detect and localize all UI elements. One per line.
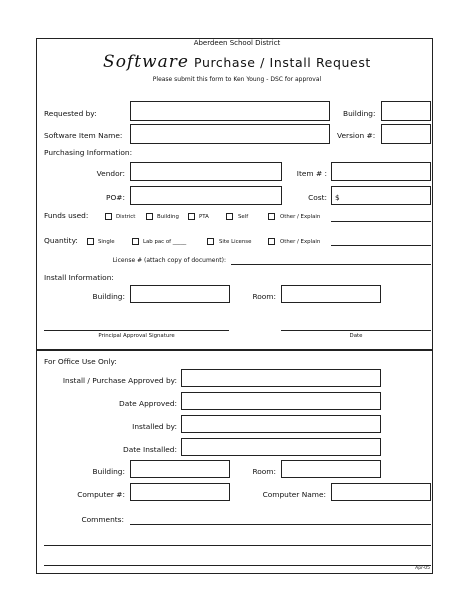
quantity-site-license-label: Site License [219, 239, 252, 245]
office-building-label: Building: [92, 467, 125, 476]
instruction-text: Please submit this form to Ken Young - DSC for approval [152, 76, 322, 83]
license-line[interactable] [231, 264, 431, 265]
funds-self-label: Self [238, 214, 249, 220]
requested-by-label: Requested by: [44, 109, 97, 118]
software-item-name-field[interactable] [130, 124, 330, 144]
funds-other-label: Other / Explain [280, 214, 321, 220]
install-building-field[interactable] [130, 285, 230, 303]
po-no-field[interactable] [130, 186, 282, 205]
computer-no-field[interactable] [130, 483, 230, 501]
funds-district-label: District [116, 214, 136, 220]
po-no-label: PO#: [106, 193, 125, 202]
revision-date: Apr-05 [415, 566, 430, 571]
purchasing-information-heading: Purchasing Information: [44, 148, 133, 157]
approved-by-field[interactable] [181, 369, 381, 387]
principal-signature-caption: Principal Approval Signature [98, 333, 175, 339]
funds-other-checkbox[interactable] [268, 213, 275, 220]
comments-label: Comments: [81, 515, 124, 524]
funds-pta-label: PTA [199, 214, 209, 220]
date-installed-label: Date Installed: [123, 445, 177, 454]
installed-by-label: Installed by: [132, 422, 177, 431]
funds-self-checkbox[interactable] [226, 213, 233, 220]
date-approved-label: Date Approved: [119, 399, 177, 408]
install-room-field[interactable] [281, 285, 381, 303]
quantity-single-checkbox[interactable] [87, 238, 94, 245]
quantity-lab-pac-label: Lab pac of _____ [143, 239, 187, 245]
form-title [0, 52, 474, 72]
quantity-site-license-checkbox[interactable] [207, 238, 214, 245]
funds-pta-checkbox[interactable] [188, 213, 195, 220]
cost-label: Cost: [308, 193, 327, 202]
item-no-label: Item # : [296, 169, 327, 178]
install-building-label: Building: [92, 292, 125, 301]
version-label: Version #: [337, 131, 376, 140]
funds-district-checkbox[interactable] [105, 213, 112, 220]
office-divider [36, 349, 433, 351]
quantity-other-explain-line[interactable] [331, 245, 431, 246]
funds-building-label: Building [157, 214, 179, 220]
building-field[interactable] [381, 101, 431, 121]
comments-line-2[interactable] [44, 545, 431, 546]
date-caption: Date [349, 333, 363, 339]
quantity-other-label: Other / Explain [280, 239, 321, 245]
funds-used-label: Funds used: [44, 211, 89, 220]
quantity-single-label: Single [98, 239, 115, 245]
requested-by-field[interactable] [130, 101, 330, 121]
software-item-name-label: Software Item Name: [44, 131, 123, 140]
building-label: Building: [343, 109, 376, 118]
version-field[interactable] [381, 124, 431, 144]
cost-currency: $ [335, 193, 340, 202]
date-line[interactable] [281, 330, 431, 331]
comments-line-3[interactable] [44, 565, 431, 566]
office-room-label: Room: [252, 467, 276, 476]
district-name: Aberdeen School District [193, 39, 281, 47]
form-title-rest: Purchase / Install Request [194, 55, 371, 70]
approved-by-label: Install / Purchase Approved by: [62, 376, 177, 385]
installed-by-field[interactable] [181, 415, 381, 433]
date-approved-field[interactable] [181, 392, 381, 410]
vendor-field[interactable] [130, 162, 282, 181]
computer-name-field[interactable] [331, 483, 431, 501]
comments-line-1[interactable] [130, 524, 431, 525]
cost-field[interactable] [331, 186, 431, 205]
date-installed-field[interactable] [181, 438, 381, 456]
vendor-label: Vendor: [96, 169, 125, 178]
license-label: License # (attach copy of document): [112, 257, 226, 264]
quantity-other-checkbox[interactable] [268, 238, 275, 245]
quantity-label: Quantity: [44, 236, 78, 245]
principal-signature-line[interactable] [44, 330, 229, 331]
form-title-italic: Software [103, 52, 189, 72]
install-room-label: Room: [252, 292, 276, 301]
computer-name-label: Computer Name: [262, 490, 326, 499]
computer-no-label: Computer #: [77, 490, 125, 499]
item-no-field[interactable] [331, 162, 431, 181]
install-information-heading: Install Information: [44, 273, 114, 282]
funds-building-checkbox[interactable] [146, 213, 153, 220]
office-use-heading: For Office Use Only: [44, 357, 117, 366]
funds-other-explain-line[interactable] [331, 221, 431, 222]
office-room-field[interactable] [281, 460, 381, 478]
quantity-lab-pac-checkbox[interactable] [132, 238, 139, 245]
office-building-field[interactable] [130, 460, 230, 478]
